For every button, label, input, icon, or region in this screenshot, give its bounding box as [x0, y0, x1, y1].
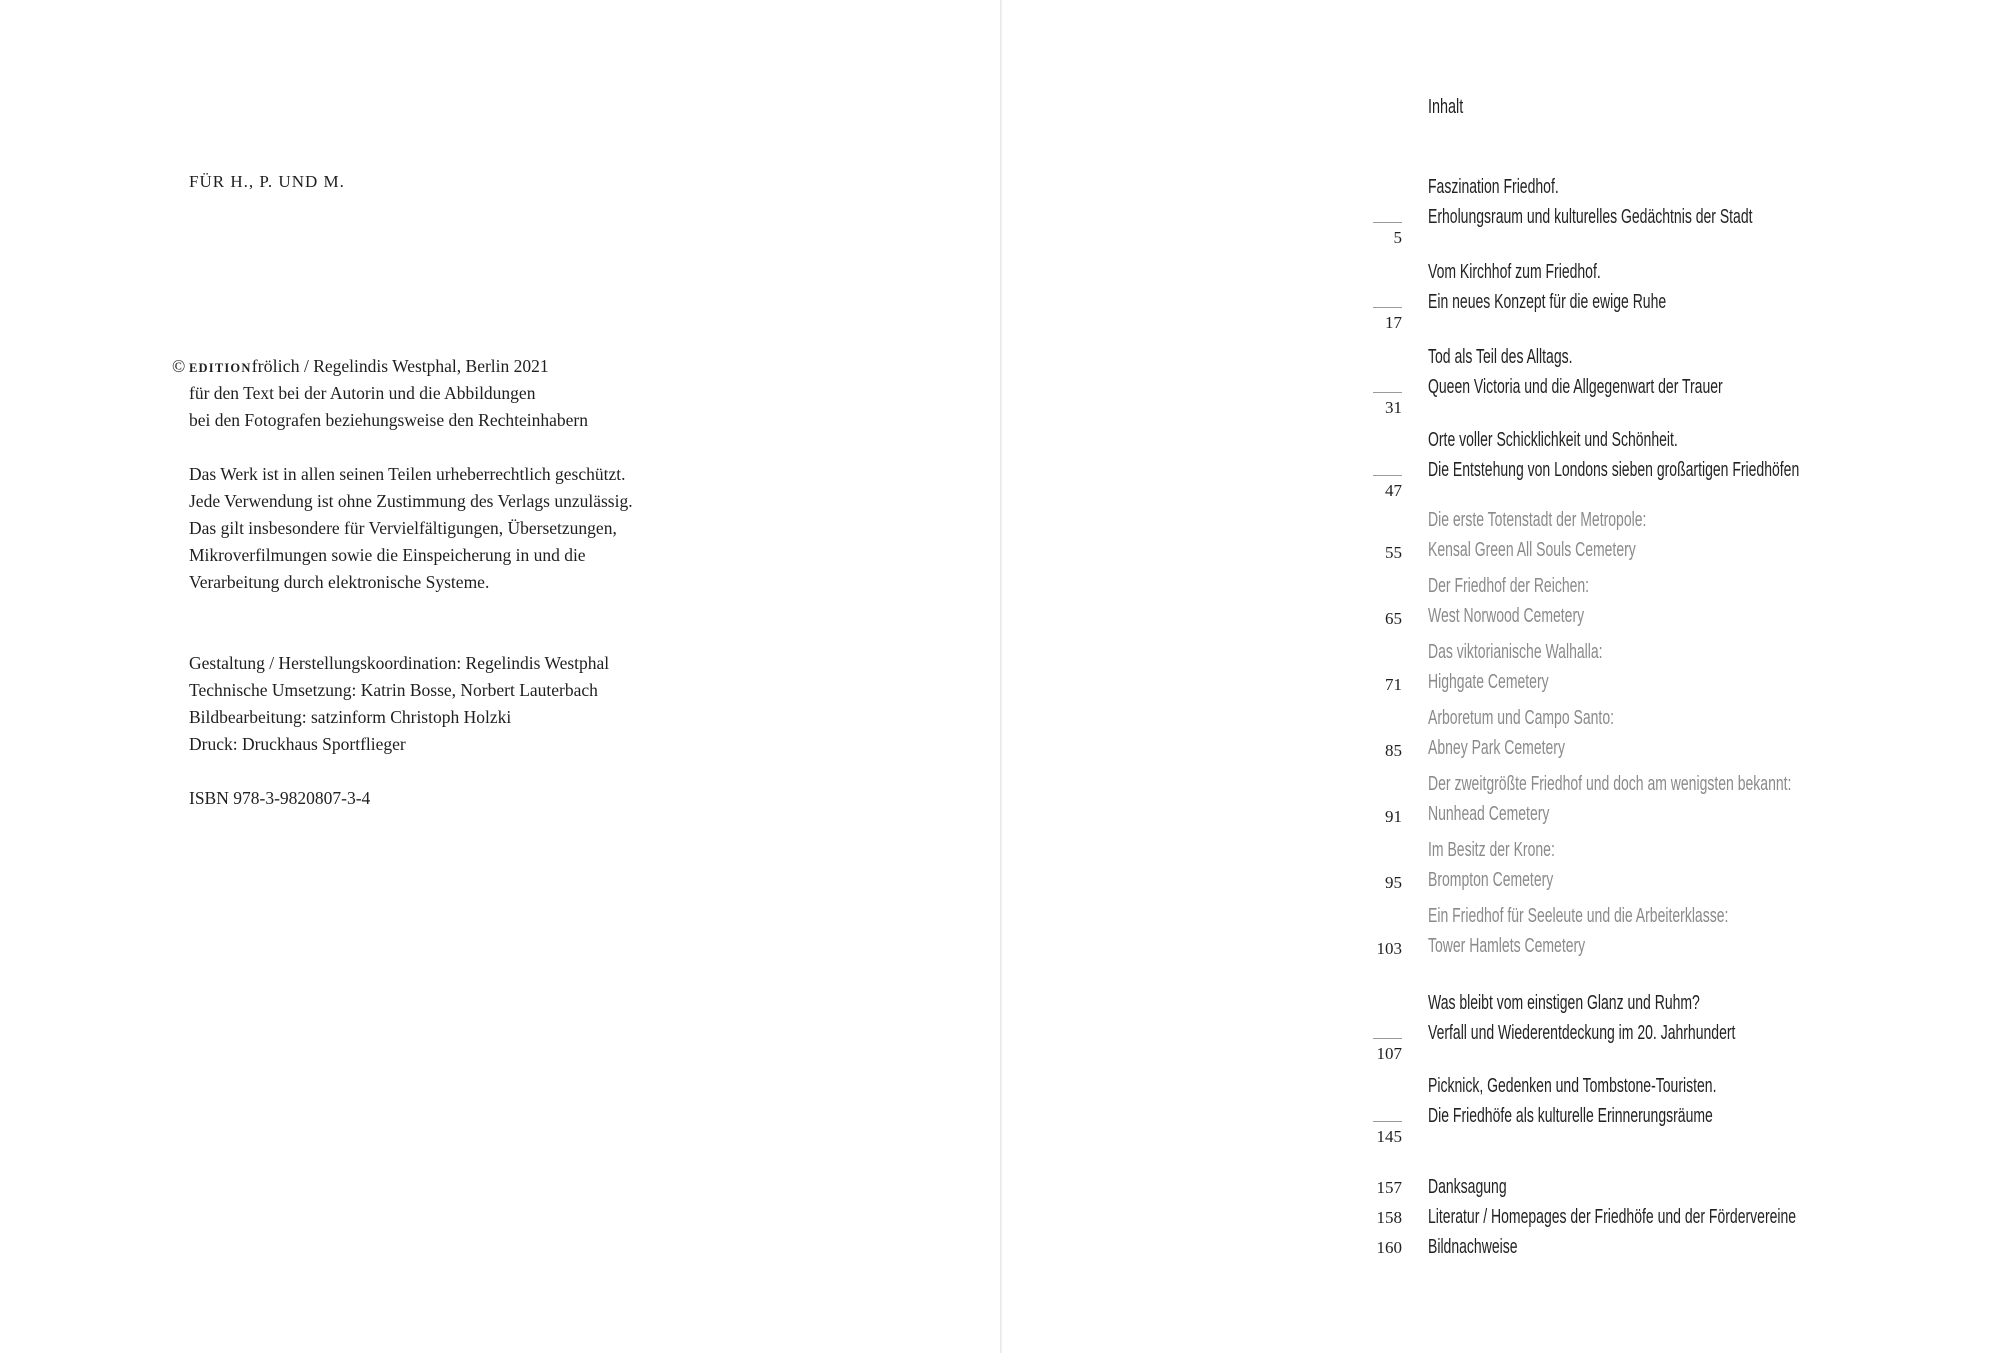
toc-entry-title: Das viktorianische Walhalla: [1428, 641, 1603, 663]
toc-backmatter-entry [1360, 1232, 1960, 1262]
toc-page-number: 55 [1385, 543, 1402, 562]
credit-line: Bildbearbeitung: satzinform Christoph Holzki [189, 707, 512, 727]
toc-entry-title: Picknick, Gedenken und Tombstone-Touristen. [1428, 1075, 1717, 1097]
toc-entry-subtitle: Brompton Cemetery [1428, 869, 1554, 891]
toc-entry-title: Ein Friedhof für Seeleute und die Arbeiterklasse: [1428, 905, 1729, 927]
toc-entry-subtitle: Highgate Cemetery [1428, 671, 1549, 693]
toc-entry-subtitle: Tower Hamlets Cemetery [1428, 935, 1586, 957]
toc-rule [1373, 475, 1402, 476]
toc-page-number: 71 [1385, 675, 1402, 694]
toc-entry-title: Im Besitz der Krone: [1428, 839, 1555, 861]
toc-entry-subtitle: Ein neues Konzept für die ewige Ruhe [1428, 291, 1667, 313]
toc-entry [1360, 425, 1960, 505]
toc-entry [1360, 172, 1960, 252]
toc-entry-title: Was bleibt vom einstigen Glanz und Ruhm? [1428, 992, 1700, 1014]
toc-page-number: 91 [1385, 807, 1402, 826]
toc-rule [1373, 307, 1402, 308]
rights-line: Das gilt insbesondere für Vervielfältigungen, Übersetzungen, [189, 518, 617, 538]
toc-entry-title: Orte voller Schicklichkeit und Schönheit. [1428, 429, 1678, 451]
rights-line: Mikroverfilmungen sowie die Einspeicherung in und die [189, 545, 586, 565]
toc-backmatter-entry [1360, 1202, 1960, 1232]
credit-line: Technische Umsetzung: Katrin Bosse, Norbert Lauterbach [189, 680, 598, 700]
toc-backmatter-entry [1360, 1172, 1960, 1202]
credit-line: Gestaltung / Herstellungskoordination: Regelindis Westphal [189, 653, 610, 673]
toc-entry-subtitle: Nunhead Cemetery [1428, 803, 1550, 825]
toc-subentry [1360, 637, 1960, 699]
toc-page-number: 5 [1393, 228, 1402, 247]
toc-page-number: 17 [1385, 313, 1402, 332]
toc-entry-title: Der Friedhof der Reichen: [1428, 575, 1590, 597]
toc-entry [1360, 1071, 1960, 1151]
copyright-symbol: © [172, 356, 186, 376]
rights-line: Das Werk ist in allen seinen Teilen urheberrechtlich geschützt. [189, 464, 626, 484]
toc-entry-subtitle: Queen Victoria und die Allgegenwart der Trauer [1428, 376, 1723, 398]
toc-entry-subtitle: Erholungsraum und kulturelles Gedächtnis der Stadt [1428, 206, 1753, 228]
copyright-block [172, 353, 588, 434]
toc-entry-subtitle: Die Entstehung von Londons sieben großartigen Friedhöfen [1428, 459, 1800, 481]
toc-subentry [1360, 835, 1960, 897]
toc-entry-subtitle: Die Friedhöfe als kulturelle Erinnerungsräume [1428, 1105, 1713, 1127]
toc-rule [1373, 1038, 1402, 1039]
toc-entry-subtitle: Verfall und Wiederentdeckung im 20. Jahrhundert [1428, 1022, 1736, 1044]
toc-rule [1373, 222, 1402, 223]
toc-entry [1360, 988, 1960, 1068]
isbn-text: ISBN 978-3-9820807-3-4 [189, 788, 371, 808]
copyright-line-3: bei den Fotografen beziehungsweise den Rechteinhabern [189, 410, 588, 430]
toc-page-number: 145 [1376, 1127, 1402, 1146]
toc-subentry [1360, 505, 1960, 567]
toc-page-number: 95 [1385, 873, 1402, 892]
toc-page-number: 31 [1385, 398, 1402, 417]
toc-subentry [1360, 769, 1960, 831]
toc-subentry [1360, 901, 1960, 963]
toc-entry-title: Tod als Teil des Alltags. [1428, 346, 1573, 368]
toc-page-number: 85 [1385, 741, 1402, 760]
toc-rule [1373, 1121, 1402, 1122]
copyright-line-2: für den Text bei der Autorin und die Abbildungen [189, 383, 536, 403]
toc-title: Inhalt [1428, 96, 1464, 118]
toc-entry-title: Faszination Friedhof. [1428, 176, 1559, 198]
publisher-brand-bold: EDITION [189, 361, 252, 375]
isbn [189, 785, 370, 812]
toc-entry-title: Vom Kirchhof zum Friedhof. [1428, 261, 1601, 283]
toc-entry-title: Bildnachweise [1428, 1236, 1518, 1258]
publisher-brand-rest: frölich [251, 356, 300, 376]
toc-entry-title: Der zweitgrößte Friedhof und doch am wenigsten bekannt: [1428, 773, 1792, 795]
toc-subentry [1360, 571, 1960, 633]
toc-rule [1373, 392, 1402, 393]
copyright-holder: / Regelindis Westphal, Berlin 2021 [299, 356, 549, 376]
toc-page-number: 47 [1385, 481, 1402, 500]
rights-line: Jede Verwendung ist ohne Zustimmung des Verlags unzulässig. [189, 491, 633, 511]
toc-entry [1360, 342, 1960, 422]
toc-entry-subtitle: West Norwood Cemetery [1428, 605, 1585, 627]
toc-page-number: 160 [1376, 1238, 1402, 1257]
toc-page-number: 65 [1385, 609, 1402, 628]
toc-entry-subtitle: Abney Park Cemetery [1428, 737, 1565, 759]
rights-line: Verarbeitung durch elektronische Systeme. [189, 572, 490, 592]
toc-entry-title: Literatur / Homepages der Friedhöfe und der Fördervereine [1428, 1206, 1797, 1228]
toc-entry-title: Arboretum und Campo Santo: [1428, 707, 1614, 729]
toc-entry [1360, 257, 1960, 337]
toc-entry-title: Die erste Totenstadt der Metropole: [1428, 509, 1647, 531]
toc-page-number: 103 [1376, 939, 1402, 958]
copyright-line [172, 353, 588, 380]
rights-notice [189, 461, 633, 596]
toc-page-number: 157 [1376, 1178, 1402, 1197]
toc-page-number: 107 [1376, 1044, 1402, 1063]
credit-line: Druck: Druckhaus Sportflieger [189, 734, 406, 754]
toc-page-number: 158 [1376, 1208, 1402, 1227]
toc-subentry [1360, 703, 1960, 765]
toc-entry-subtitle: Kensal Green All Souls Cemetery [1428, 539, 1636, 561]
production-credits [189, 650, 609, 758]
dedication: FÜR H., P. UND M. [189, 172, 345, 191]
toc-entry-title: Danksagung [1428, 1176, 1507, 1198]
